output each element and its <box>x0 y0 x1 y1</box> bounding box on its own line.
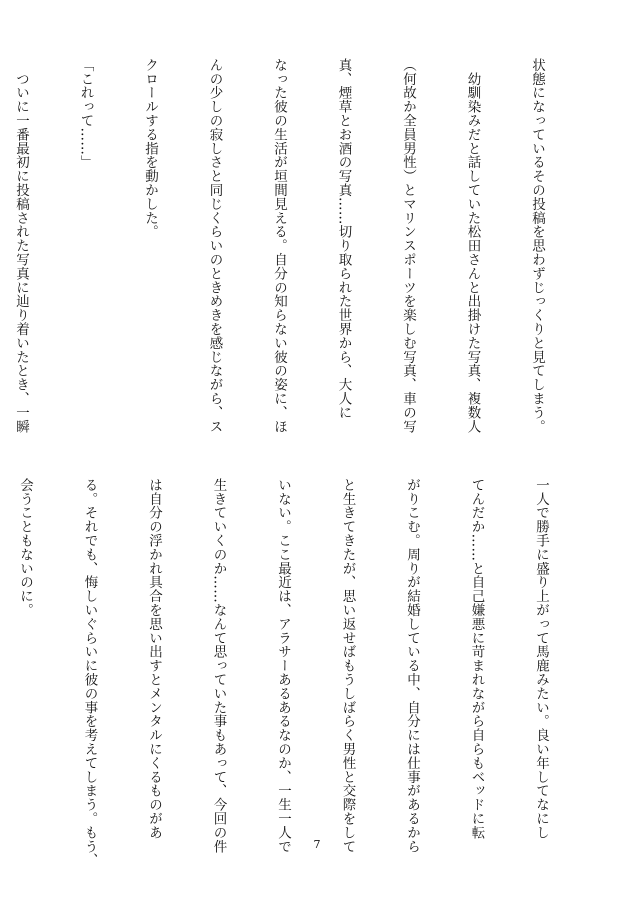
text-line: んの少しの寂しさと同じくらいのときめきを感じながら、ス <box>206 58 223 434</box>
text-line: る。それでも、悔しいぐらいに彼の事を考えてしまう。もう、 <box>81 478 98 868</box>
text-line: 会うこともないのに。 <box>17 478 33 617</box>
text-line: いない。ここ最近は、アラサーあるあるなのか、一生一人で <box>275 478 291 854</box>
text-line: なった彼の生活が垣間見える。自分の知らない彼の姿に、ほ <box>271 58 287 434</box>
text-line: 生きていくのか……なんて思っていた事もあって、今回の件 <box>210 478 227 854</box>
top-text-block <box>13 58 590 438</box>
text-line: 状態になっているその投稿を思わずじっくりと見てしまう。 <box>529 58 545 434</box>
text-line: 幼馴染みだと話していた松田さんと出掛けた写真、複数人 <box>464 58 481 434</box>
text-line: てんだか……と自己嫌悪に苛まれながら自らもベッドに転 <box>468 478 485 840</box>
text-line: 「これって……」 <box>77 58 94 170</box>
text-line: と生きてきたが、思い返せばもうしばらく男性と交際をして <box>339 478 356 854</box>
text-line: 一人で勝手に盛り上がって馬鹿みたい。良い年してなにし <box>533 478 549 840</box>
text-line: ついに一番最初に投稿された写真に辿り着いたとき、一瞬 <box>13 58 29 434</box>
page-number: 7 <box>313 838 321 851</box>
text-line: クロールする指を動かした。 <box>142 58 158 239</box>
text-line: は自分の浮かれ具合を思い出すとメンタルにくるものがあ <box>146 478 162 840</box>
bottom-text-block <box>17 478 594 868</box>
text-line: がりこむ。周りが結婚している中、自分には仕事があるから <box>404 478 420 854</box>
text-line: 真、煙草とお酒の写真……切り取られた世界から、大人に <box>335 58 352 420</box>
text-line: （何故か全員男性）とマリンスポーツを楽しむ写真、車の写 <box>400 58 416 434</box>
